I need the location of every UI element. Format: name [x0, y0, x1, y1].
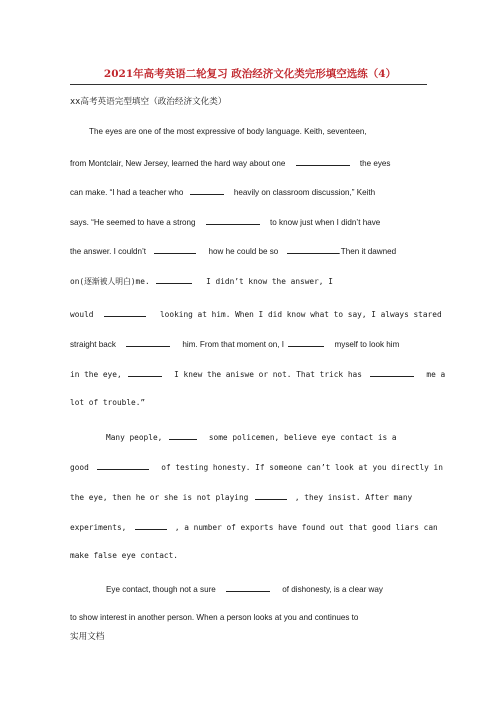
p1-line-7 [70, 308, 442, 320]
p2-line-3 [70, 491, 427, 503]
text: would [70, 310, 94, 319]
text: the eye, then he or she is not playing [70, 493, 249, 502]
p2-line-2 [70, 461, 443, 473]
text: heavily on classroom discussion,” Keith [233, 188, 376, 197]
title-rule [70, 84, 427, 85]
text: of testing honesty. If someone can’t look at you directly in [161, 463, 443, 472]
blank-field[interactable] [104, 308, 146, 317]
text: experiments, [70, 523, 127, 532]
text: says. “He seemed to have a strong [70, 218, 196, 227]
blank-field[interactable] [190, 186, 224, 195]
text: in the eye, [70, 370, 122, 379]
text: .Then it dawned [338, 247, 397, 256]
blank-field[interactable] [296, 157, 350, 166]
p3-line-2 [70, 613, 427, 623]
blank-field[interactable] [126, 338, 170, 347]
text: , they insist. After many [294, 493, 413, 502]
document-title: 2021年高考英语二轮复习 政治经济文化类完形填空选练（4） [103, 68, 397, 80]
blank-field[interactable] [97, 461, 149, 470]
p3-line-1 [106, 583, 463, 595]
text: the eyes [359, 159, 391, 168]
document-subtitle: xx高考英语完型填空（政治经济文化类） [70, 97, 227, 107]
text: Eye contact, though not a sure [106, 585, 216, 594]
text: I knew the aniswe or not. That trick has [174, 370, 362, 379]
text: on(逐渐被人明白)me. [70, 277, 150, 286]
p1-line-9 [70, 368, 446, 380]
text: can make. “I had a teacher who [70, 188, 184, 197]
blank-field[interactable] [370, 368, 414, 377]
blank-field[interactable] [169, 431, 197, 440]
blank-field[interactable] [135, 521, 167, 530]
text: , a number of exports have found out that good liars can [174, 523, 438, 532]
p1-line-2 [70, 157, 427, 169]
p1-line-8 [70, 338, 427, 350]
text: myself to look him [334, 340, 400, 349]
p1-line-3 [70, 186, 427, 198]
blank-field[interactable] [226, 583, 270, 592]
text: the answer. I couldn’t [70, 247, 147, 256]
text: Many people, [106, 433, 163, 442]
text: from Montclair, New Jersey, learned the hard way about one [70, 159, 286, 168]
text: me a [426, 370, 446, 379]
text: him. From that moment on, I [182, 340, 285, 349]
text: I didn’t know the answer, I [206, 277, 333, 286]
p1-line-4 [70, 216, 427, 228]
p1-line-5 [70, 245, 427, 257]
text: The eyes are one of the most expressive of body language. Keith, seventeen, [89, 127, 367, 136]
text: to show interest in another person. When a person looks at you and continues to [70, 613, 359, 622]
text: how he could be so [208, 247, 279, 256]
blank-field[interactable] [154, 245, 196, 254]
text: some policemen, believe eye contact is a [208, 433, 397, 442]
blank-field[interactable] [287, 245, 339, 254]
text: looking at him. When I did know what to say, I always stared [159, 310, 442, 319]
text: good [70, 463, 89, 472]
p2-line-5 [70, 551, 427, 561]
text: lot of trouble.” [70, 398, 146, 407]
p1-line-10 [70, 398, 427, 408]
p1-line-1 [89, 127, 427, 137]
text: straight back [70, 340, 116, 349]
p1-line-6 [70, 275, 427, 287]
blank-field[interactable] [255, 491, 287, 500]
text: make false eye contact. [70, 551, 178, 560]
text: to know just when I didn’t have [270, 218, 381, 227]
blank-field[interactable] [128, 368, 162, 377]
text: of dishonesty, is a clear way [282, 585, 383, 594]
blank-field[interactable] [288, 338, 324, 347]
blank-field[interactable] [156, 275, 192, 284]
blank-field[interactable] [206, 216, 260, 225]
page-footer: 实用文档 [70, 632, 105, 642]
p2-line-4 [70, 521, 438, 533]
p2-line-1 [106, 431, 463, 443]
